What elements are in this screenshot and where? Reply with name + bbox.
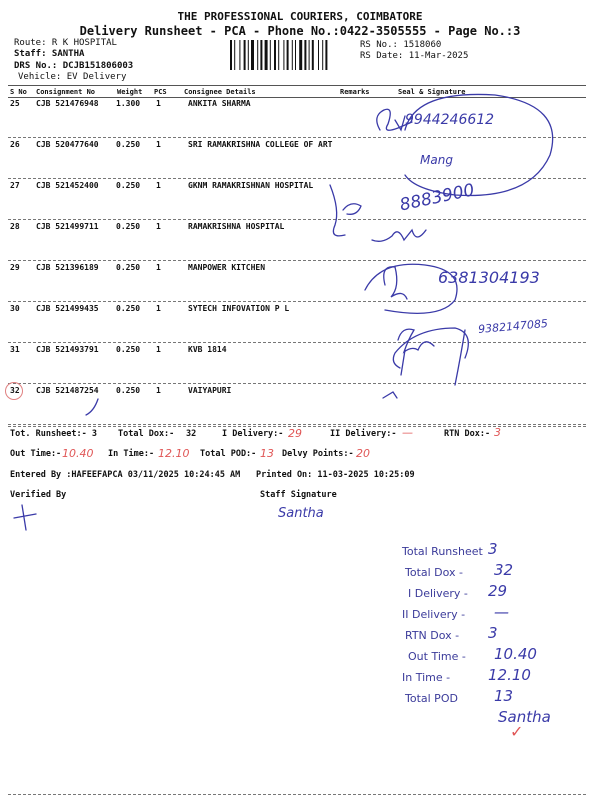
runsheet-subtitle: Delivery Runsheet - PCA - Phone No.:0422-3505555 - Page No.:3: [79, 24, 521, 38]
col-consignee: Consignee Details: [184, 88, 256, 96]
row-consignee: KVB 1814: [188, 345, 227, 354]
summary-value: 13: [494, 687, 514, 705]
row-sno: 28: [10, 222, 20, 231]
row-consignee: SYTECH INFOVATION P L: [188, 304, 290, 313]
in-time-value: 12.10: [158, 447, 190, 460]
row-consignee: ANKITA SHARMA: [188, 99, 251, 108]
row-sno: 31: [10, 345, 20, 354]
row-consignment-no: CJB 521499435: [36, 304, 99, 313]
row-weight: 0.250: [116, 140, 141, 149]
check-icon: ✓: [510, 722, 524, 741]
row-sno: 29: [10, 263, 20, 272]
row-pcs: 1: [156, 140, 161, 149]
rs-number: RS No.: 1518060: [360, 40, 442, 50]
row-weight: 0.250: [116, 345, 141, 354]
row-consignment-no: CJB 521499711: [36, 222, 99, 231]
verified-by-label: Verified By: [10, 490, 67, 500]
row-consignee: VAIYAPURI: [188, 386, 232, 395]
row-consignee: RAMAKRISHNA HOSPITAL: [188, 222, 285, 231]
summary-value: 3: [488, 540, 498, 558]
summary-label: Total Dox -: [405, 566, 464, 579]
rtn-dox-label: RTN Dox:-: [444, 429, 491, 439]
row-sno: 25: [10, 99, 20, 108]
phone-handwritten-28: 8883900: [398, 180, 477, 216]
company-title: THE PROFESSIONAL COURIERS, COIMBATORE: [177, 10, 423, 23]
drs-number: DRS No.: DCJB151806003: [14, 61, 134, 71]
out-time-label: Out Time:-: [10, 449, 62, 459]
col-seal-signature: Seal & Signature: [398, 88, 466, 96]
row-pcs: 1: [156, 386, 161, 395]
i-delivery-value: 29: [288, 427, 302, 440]
row-weight: 0.250: [116, 222, 141, 231]
summary-label: Total Runsheet: [402, 545, 483, 558]
phone-handwritten-25: 9944246612: [405, 112, 495, 128]
row-consignment-no: CJB 521493791: [36, 345, 99, 354]
col-weight: Weight: [117, 88, 143, 96]
i-delivery-label: I Delivery:-: [222, 429, 284, 439]
row-sno: 30: [10, 304, 20, 313]
row-sno: 32: [10, 386, 20, 395]
total-runsheet: Tot. Runsheet:- 3: [10, 429, 97, 439]
entered-by: Entered By :HAFEEFAPCA 03/11/2025 10:24:45 AM: [10, 470, 241, 480]
page-bottom-rule: [8, 794, 586, 795]
delvy-points-label: Delvy Points:-: [282, 449, 354, 459]
summary-value: 32: [494, 561, 514, 579]
row-consignee: SRI RAMAKRISHNA COLLEGE OF ART: [188, 140, 333, 149]
row-weight: 0.250: [116, 304, 141, 313]
row-consignment-no: CJB 520477640: [36, 140, 99, 149]
row-consignee: MANPOWER KITCHEN: [188, 263, 266, 272]
row-pcs: 1: [156, 345, 161, 354]
summary-label: Out Time -: [408, 650, 466, 663]
printed-on: Printed On: 11-03-2025 10:25:09: [256, 470, 415, 480]
delvy-points-value: 20: [356, 447, 370, 460]
summary-label: II Delivery -: [402, 608, 466, 621]
phone-handwritten-30: 9382147085: [477, 316, 549, 337]
route-label: Route: R K HOSPITAL: [14, 38, 117, 48]
ii-delivery-value: —: [402, 426, 413, 439]
row-weight: 0.250: [116, 386, 141, 395]
summary-value: 10.40: [494, 645, 537, 663]
col-sno: S No: [10, 88, 27, 96]
row-sno: 27: [10, 181, 20, 190]
staff-label: Staff: SANTHA: [14, 49, 85, 59]
staff-signature-hand: Santha: [278, 506, 324, 521]
col-remarks: Remarks: [340, 88, 370, 96]
row-consignment-no: CJB 521476948: [36, 99, 99, 108]
mang-handwritten-26: Mang: [420, 153, 453, 167]
summary-label: I Delivery -: [408, 587, 468, 600]
row-weight: 0.250: [116, 263, 141, 272]
staff-signature-label: Staff Signature: [260, 490, 337, 500]
summary-label: Total POD: [405, 692, 458, 705]
summary-label: In Time -: [402, 671, 451, 684]
row-consignment-no: CJB 521452400: [36, 181, 99, 190]
ii-delivery-label: II Delivery:-: [330, 429, 397, 439]
total-dox-label: Total Dox:-: [118, 429, 175, 439]
row-consignment-no: CJB 521396189: [36, 263, 99, 272]
summary-label: RTN Dox -: [405, 629, 460, 642]
row-pcs: 1: [156, 181, 161, 190]
row-pcs: 1: [156, 304, 161, 313]
in-time-label: In Time:-: [108, 449, 155, 459]
rtn-dox-value: 3: [494, 426, 501, 439]
row-pcs: 1: [156, 263, 161, 272]
out-time-value: 10.40: [62, 447, 94, 460]
row-weight: 1.300: [116, 99, 141, 108]
row-pcs: 1: [156, 99, 161, 108]
total-dox-value: 32: [186, 429, 197, 439]
row-consignment-no: CJB 521487254: [36, 386, 99, 395]
rs-date: RS Date: 11-Mar-2025: [360, 51, 469, 61]
phone-handwritten-29: 6381304193: [438, 268, 540, 287]
row-weight: 0.250: [116, 181, 141, 190]
total-pod-label: Total POD:-: [200, 449, 257, 459]
summary-value: —: [494, 603, 509, 621]
summary-value: 29: [488, 582, 508, 600]
col-consignment: Consignment No: [36, 88, 96, 96]
row-pcs: 1: [156, 222, 161, 231]
row-sno: 26: [10, 140, 20, 149]
summary-value: 12.10: [488, 666, 531, 684]
col-pcs: PCS: [154, 88, 167, 96]
summary-value: Santha: [498, 708, 551, 726]
vehicle-label: Vehicle: EV Delivery: [18, 72, 127, 82]
total-pod-value: 13: [260, 447, 274, 460]
row-consignee: GKNM RAMAKRISHNAN HOSPITAL: [188, 181, 314, 190]
summary-value: 3: [488, 624, 498, 642]
